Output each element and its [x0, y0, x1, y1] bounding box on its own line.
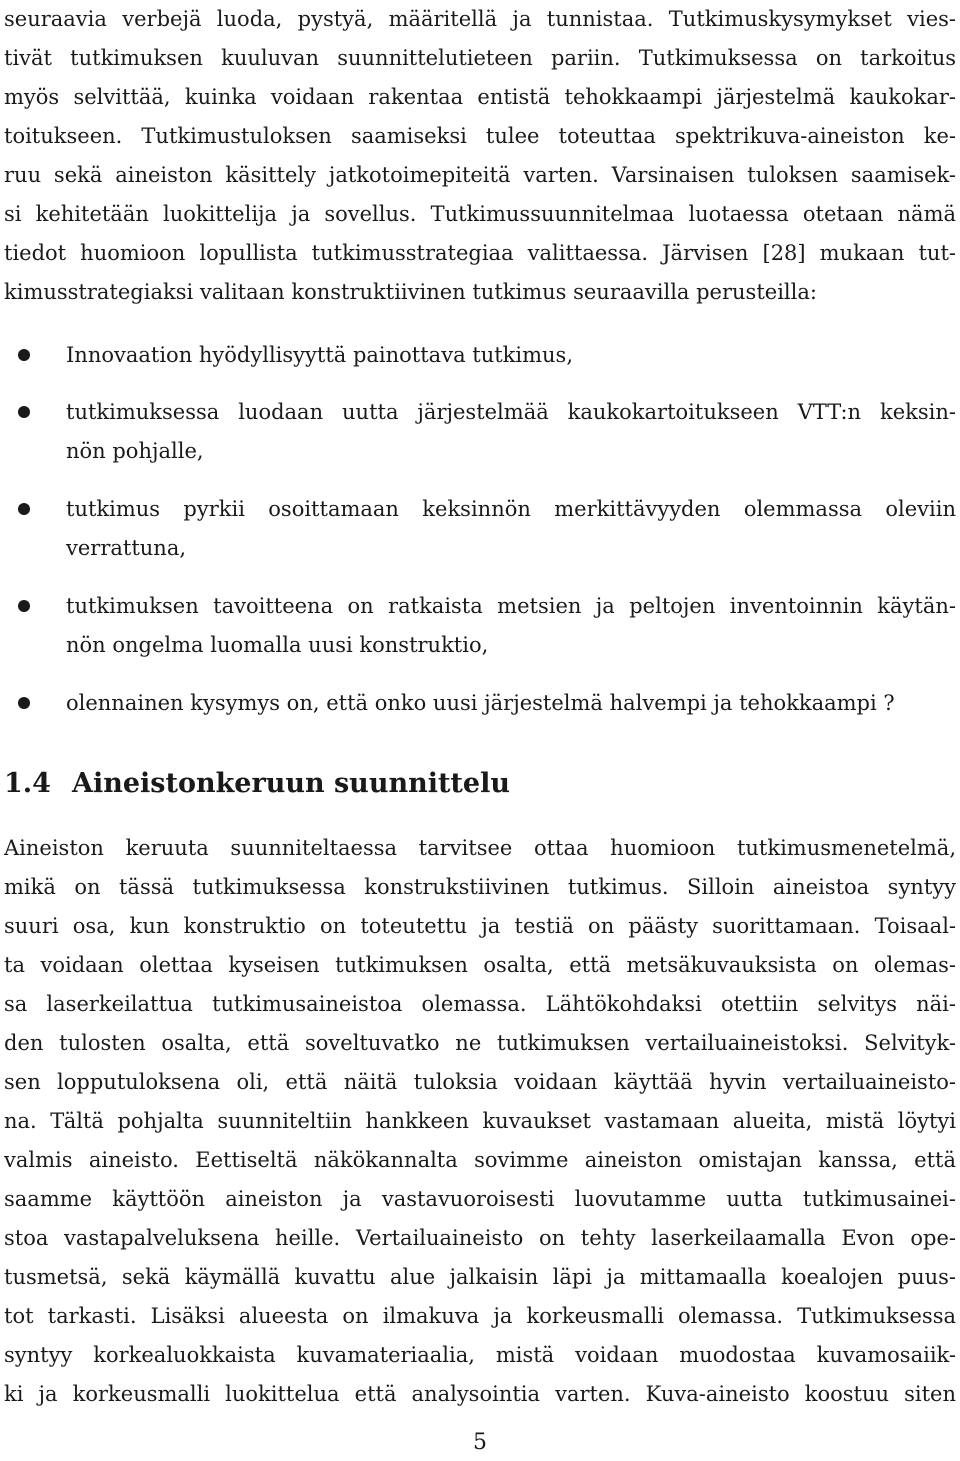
text-line: tusmetsä, sekä käymällä kuvattu alue jalkaisin läpi ja mittamaalla koealojen puus- — [4, 1265, 956, 1289]
list-item-text: tutkimuksessa luodaan uutta järjestelmää kaukokartoitukseen VTT:n keksin- — [66, 400, 956, 424]
text-line: myös selvittää, kuinka voidaan rakentaa entistä tehokkaampi järjestelmä kaukokar- — [4, 85, 956, 109]
text-line: mikä on tässä tutkimuksessa konstrukstiivinen tutkimus. Silloin aineistoa syntyy — [4, 875, 956, 899]
text-line: tivät tutkimuksen kuuluvan suunnittelutieteen pariin. Tutkimuksessa on tarkoitus — [4, 46, 956, 70]
text-line: toitukseen. Tutkimustuloksen saamiseksi tulee toteuttaa spektrikuva-aineiston ke- — [4, 124, 956, 148]
text-line: stoa vastapalveluksena heille. Vertailuaineisto on tehty laserkeilaamalla Evon ope- — [4, 1226, 956, 1250]
bullet-icon — [18, 406, 30, 418]
list-item-text: Innovaation hyödyllisyyttä painottava tutkimus, — [66, 343, 573, 367]
text-line: kimusstrategiaksi valitaan konstruktiivinen tutkimus seuraavilla perusteilla: — [4, 280, 817, 304]
text-line: sen lopputuloksena oli, että näitä tuloksia voidaan käyttää hyvin vertailuaineisto- — [4, 1070, 956, 1094]
bullet-icon — [18, 600, 30, 612]
text-line: sa laserkeilattua tutkimusaineistoa olemassa. Lähtökohdaksi otettiin selvitys näi- — [4, 992, 956, 1016]
bullet-icon — [18, 503, 30, 515]
bullet-icon — [18, 697, 30, 709]
text-line: syntyy korkealuokkaista kuvamateriaalia, mistä voidaan muodostaa kuvamosaiik- — [4, 1343, 956, 1367]
text-line: ta voidaan olettaa kyseisen tutkimuksen osalta, että metsäkuvauksista on olemas- — [4, 953, 956, 977]
text-line: den tulosten osalta, että soveltuvatko ne tutkimuksen vertailuaineistoksi. Selvityk- — [4, 1031, 956, 1055]
list-item-text: verrattuna, — [66, 536, 187, 560]
section-title: Aineistonkeruun suunnittelu — [72, 768, 510, 799]
text-line: tot tarkasti. Lisäksi alueesta on ilmakuva ja korkeusmalli olemassa. Tutkimuksessa — [4, 1304, 956, 1328]
text-line: valmis aineisto. Eettiseltä näkökannalta sovimme aineiston omistajan kanssa, että — [4, 1148, 956, 1172]
text-line: saamme käyttöön aineiston ja vastavuoroisesti luovutamme uutta tutkimusainei- — [4, 1187, 956, 1211]
text-line: seuraavia verbejä luoda, pystyä, määritellä ja tunnistaa. Tutkimuskysymykset vies- — [4, 7, 956, 31]
text-line: si kehitetään luokittelija ja sovellus. Tutkimussuunnitelmaa luotaessa otetaan nämä — [4, 202, 956, 226]
text-line: ruu sekä aineiston käsittely jatkotoimepiteitä varten. Varsinaisen tuloksen saamisek- — [4, 163, 956, 187]
list-item-text: nön ongelma luomalla uusi konstruktio, — [66, 633, 489, 657]
section-heading — [4, 762, 510, 806]
list-item-text: olennainen kysymys on, että onko uusi järjestelmä halvempi ja tehokkaampi ? — [66, 691, 895, 715]
bullet-icon — [18, 349, 30, 361]
list-item-text: tutkimuksen tavoitteena on ratkaista metsien ja peltojen inventoinnin käytän- — [66, 594, 956, 618]
text-line: ki ja korkeusmalli luokittelua että analysointia varten. Kuva-aineisto koostuu siten — [4, 1382, 956, 1406]
text-line: tiedot huomioon lopullista tutkimusstrategiaa valittaessa. Järvisen [28] mukaan tut- — [4, 241, 956, 265]
section-number: 1.4 — [4, 768, 51, 799]
text-line: Aineiston keruuta suunniteltaessa tarvitsee ottaa huomioon tutkimusmenetelmä, — [4, 836, 956, 860]
list-item-text: tutkimus pyrkii osoittamaan keksinnön merkittävyyden olemmassa oleviin — [66, 497, 956, 521]
page-number: 5 — [473, 1430, 487, 1455]
text-line: na. Tältä pohjalta suunniteltiin hankkeen kuvaukset vastamaan alueita, mistä löytyi — [4, 1109, 956, 1133]
list-item-text: nön pohjalle, — [66, 439, 204, 463]
text-line: suuri osa, kun konstruktio on toteutettu ja testiä on päästy suorittamaan. Toisaal- — [4, 914, 956, 938]
